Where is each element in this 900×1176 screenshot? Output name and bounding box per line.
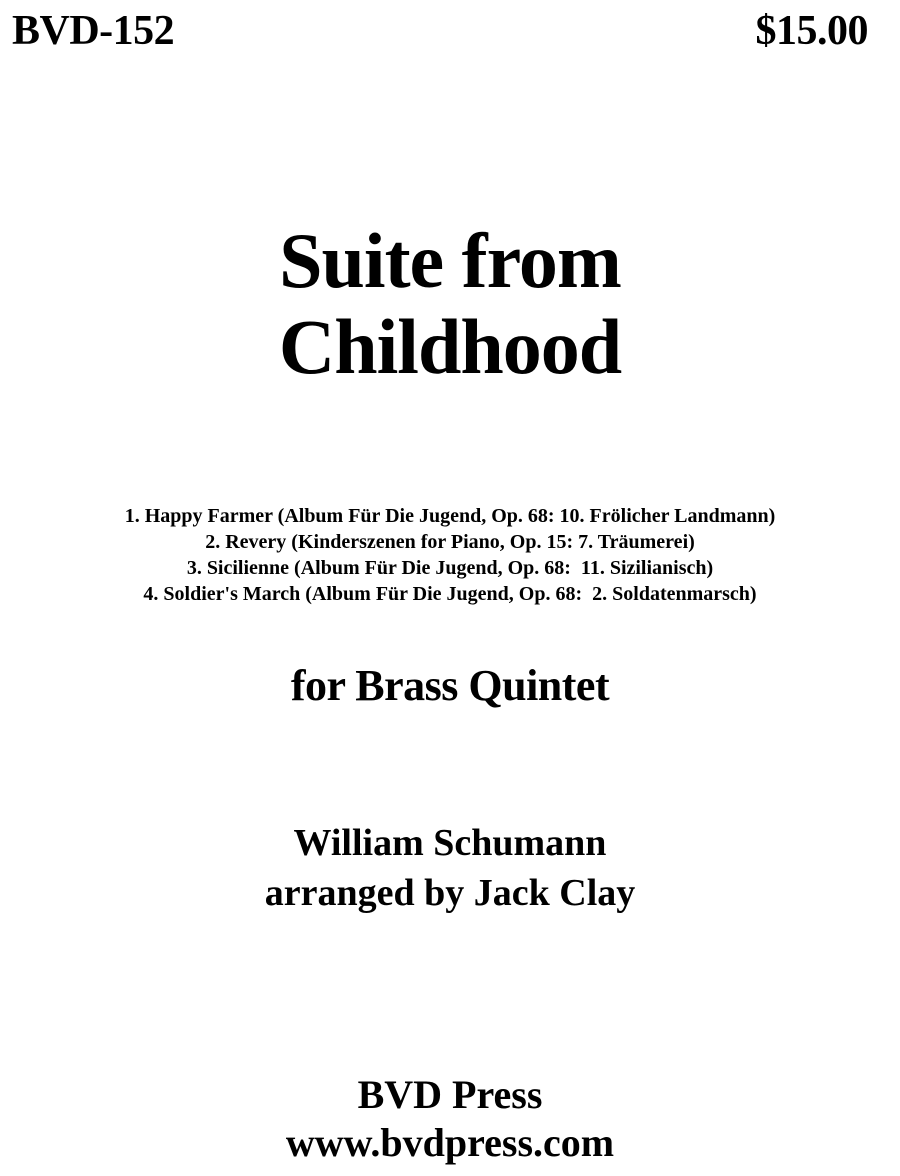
movement-item-1: 1. Happy Farmer (Album Für Die Jugend, Op. 68: 10. Frölicher Landmann) bbox=[124, 505, 776, 527]
instrumentation: for Brass Quintet bbox=[290, 661, 610, 710]
page-title bbox=[0, 218, 900, 390]
composer-credit: William Schumann bbox=[293, 822, 607, 864]
title-line-2: Childhood bbox=[278, 303, 622, 390]
price: $15.00 bbox=[755, 8, 868, 54]
publisher-name: BVD Press bbox=[357, 1072, 543, 1117]
movement-list bbox=[0, 503, 900, 607]
movement-item-2: 2. Revery (Kinderszenen for Piano, Op. 15: 7. Träumerei) bbox=[205, 531, 695, 553]
movement-item-4: 4. Soldier's March (Album Für Die Jugend, Op. 68: 2. Soldatenmarsch) bbox=[143, 583, 757, 605]
title-line-1: Suite from bbox=[279, 217, 621, 304]
arranger-credit: arranged by Jack Clay bbox=[264, 872, 636, 914]
publisher-website: www.bvdpress.com bbox=[285, 1120, 615, 1165]
catalog-number: BVD-152 bbox=[12, 8, 175, 54]
movement-item-3: 3. Sicilienne (Album Für Die Jugend, Op. 68: 11. Sizilianisch) bbox=[186, 557, 714, 579]
